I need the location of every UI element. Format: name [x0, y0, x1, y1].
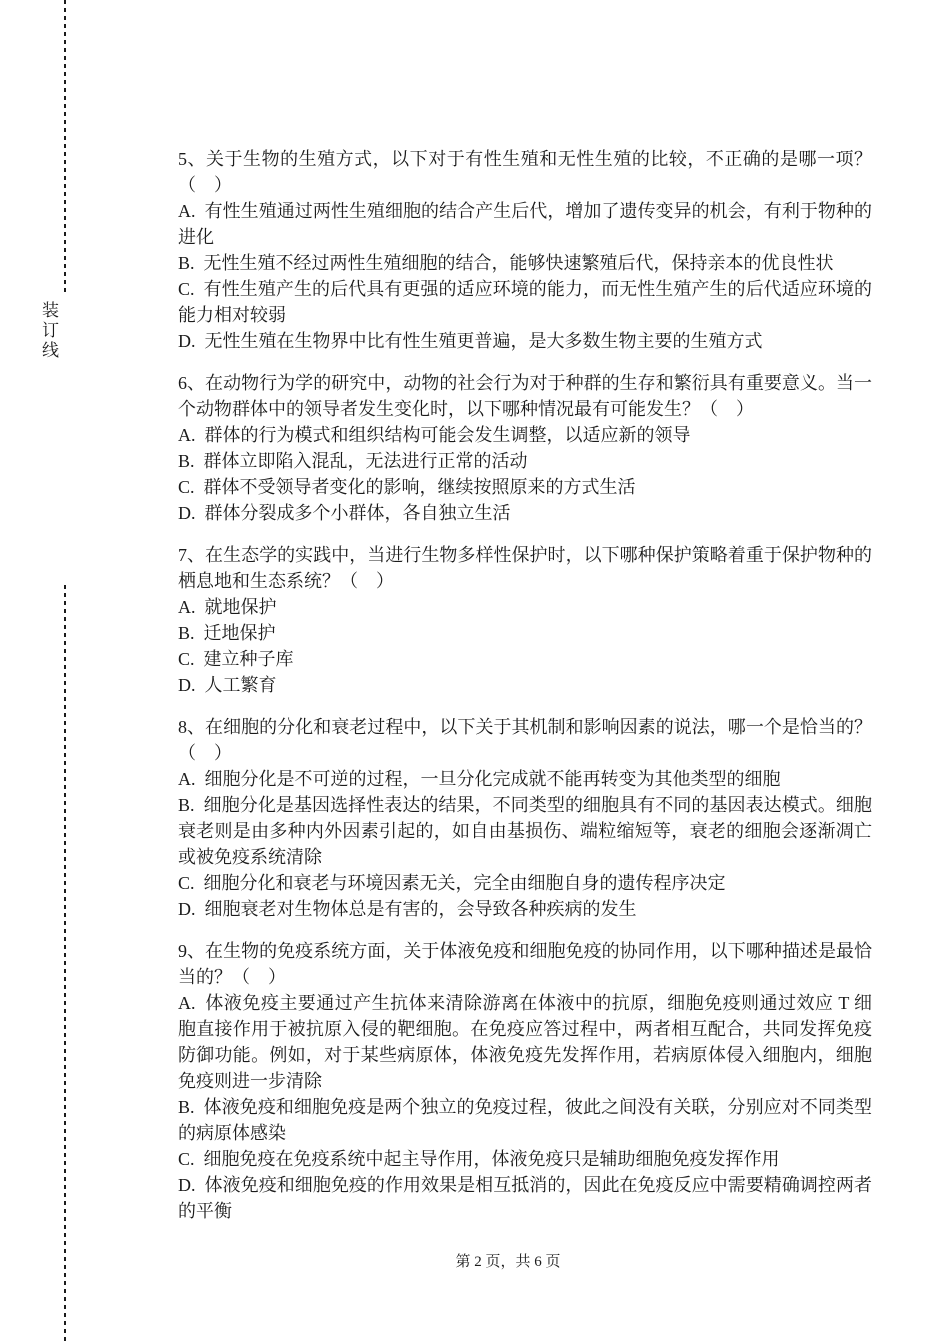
question-block-6 [178, 370, 872, 526]
question-stem: 6、在动物行为学的研究中，动物的社会行为对于种群的生存和繁衍具有重要意义。当一个动物群体中的领导者发生变化时，以下哪种情况最有可能发生？（ ） [178, 373, 872, 419]
question-option: B. 迁地保护 [178, 623, 276, 643]
question-option: B. 群体立即陷入混乱，无法进行正常的活动 [178, 451, 528, 471]
page-footer: 第 2 页，共 6 页 [455, 1254, 561, 1270]
question-option: A. 有性生殖通过两性生殖细胞的结合产生后代，增加了遗传变异的机会，有利于物种的进化 [178, 201, 872, 247]
question-block-7 [178, 542, 872, 698]
question-option: B. 体液免疫和细胞免疫是两个独立的免疫过程，彼此之间没有关联，分别应对不同类型的病原体感染 [178, 1097, 872, 1143]
question-stem: 5、关于生物的生殖方式，以下对于有性生殖和无性生殖的比较，不正确的是哪一项？（ ） [178, 149, 872, 195]
binding-dash-line-top [64, 0, 66, 292]
questions-column [178, 146, 872, 1240]
question-option: C. 有性生殖产生的后代具有更强的适应环境的能力，而无性生殖产生的后代适应环境的能力相对较弱 [178, 279, 872, 325]
question-stem: 9、在生物的免疫系统方面，关于体液免疫和细胞免疫的协同作用，以下哪种描述是最恰当的？（ ） [178, 941, 872, 987]
question-block-5 [178, 146, 872, 354]
question-option: D. 细胞衰老对生物体总是有害的，会导致各种疾病的发生 [178, 899, 637, 919]
question-option: C. 细胞分化和衰老与环境因素无关，完全由细胞自身的遗传程序决定 [178, 873, 726, 893]
question-option: D. 人工繁育 [178, 675, 277, 695]
question-block-9 [178, 938, 872, 1224]
question-stem: 8、在细胞的分化和衰老过程中，以下关于其机制和影响因素的说法，哪一个是恰当的？（ ） [178, 717, 872, 763]
question-option: A. 群体的行为模式和组织结构可能会发生调整，以适应新的领导 [178, 425, 691, 445]
binding-line-label: 装订线 [39, 301, 58, 361]
binding-dash-line-bottom [64, 585, 66, 1344]
question-option: B. 细胞分化是基因选择性表达的结果，不同类型的细胞具有不同的基因表达模式。细胞衰老则是由多种内外因素引起的，如自由基损伤、端粒缩短等，衰老的细胞会逐渐凋亡或被免疫系统清除 [178, 795, 872, 867]
question-option: D. 体液免疫和细胞免疫的作用效果是相互抵消的，因此在免疫反应中需要精确调控两者的平衡 [178, 1175, 872, 1221]
question-option: C. 建立种子库 [178, 649, 294, 669]
question-option: B. 无性生殖不经过两性生殖细胞的结合，能够快速繁殖后代，保持亲本的优良性状 [178, 253, 834, 273]
question-option: D. 群体分裂成多个小群体，各自独立生活 [178, 503, 511, 523]
question-option: D. 无性生殖在生物界中比有性生殖更普遍，是大多数生物主要的生殖方式 [178, 331, 763, 351]
question-option: C. 群体不受领导者变化的影响，继续按照原来的方式生活 [178, 477, 636, 497]
question-stem: 7、在生态学的实践中，当进行生物多样性保护时，以下哪种保护策略着重于保护物种的栖息地和生态系统？（ ） [178, 545, 872, 591]
question-option: A. 就地保护 [178, 597, 277, 617]
question-option: C. 细胞免疫在免疫系统中起主导作用，体液免疫只是辅助细胞免疫发挥作用 [178, 1149, 780, 1169]
question-block-8 [178, 714, 872, 922]
question-option: A. 体液免疫主要通过产生抗体来清除游离在体液中的抗原，细胞免疫则通过效应 T 细胞直接作用于被抗原入侵的靶细胞。在免疫应答过程中，两者相互配合，共同发挥免疫防御功能。例如，对于某些病原体，体液免疫先发挥作用，若病原体侵入细胞内，细胞免疫则进一步清除 [178, 993, 872, 1091]
question-option: A. 细胞分化是不可逆的过程，一旦分化完成就不能再转变为其他类型的细胞 [178, 769, 781, 789]
